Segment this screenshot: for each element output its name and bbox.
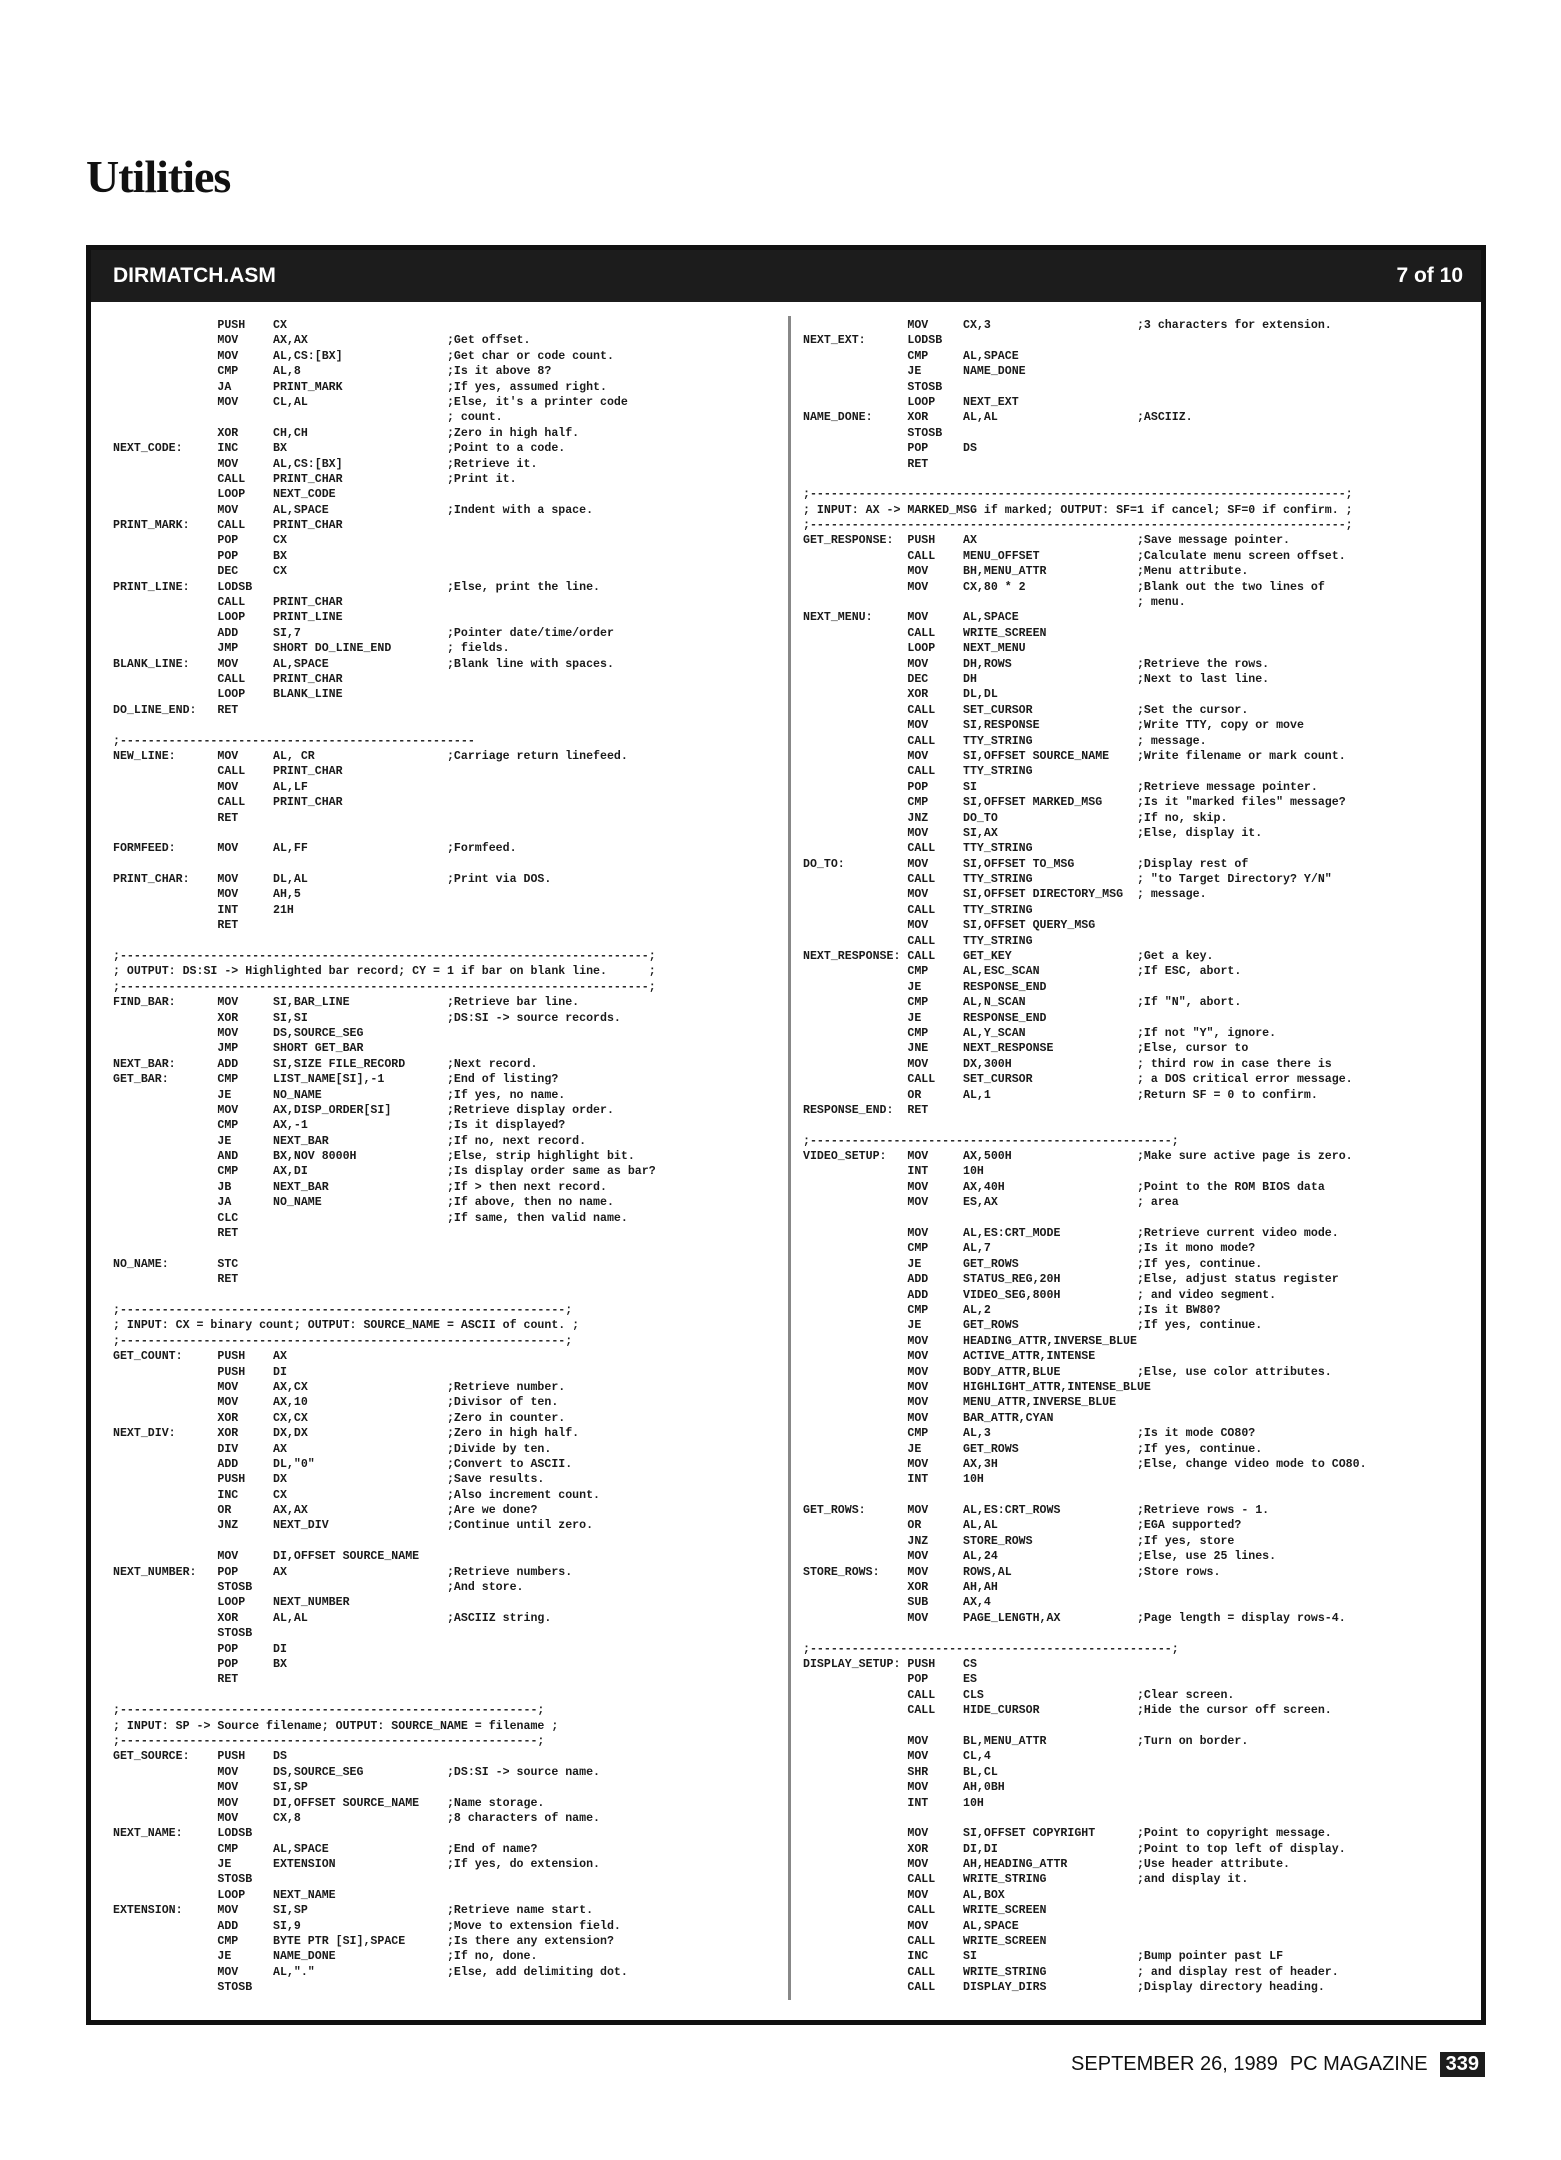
code-line: MOV BH,MENU_ATTR ;Menu attribute. <box>803 565 1249 579</box>
code-line <box>113 1688 818 1703</box>
code-line: CALL SET_CURSOR ; a DOS critical error message. <box>803 1073 1353 1087</box>
code-line: STOSB <box>803 426 943 440</box>
code-line: CALL PRINT_CHAR <box>113 672 343 686</box>
code-line: JNE NEXT_RESPONSE ;Else, cursor to <box>803 1042 1249 1056</box>
code-line: PUSH DI <box>113 1365 287 1379</box>
code-line <box>803 1626 1483 1641</box>
code-line: CALL TTY_STRING <box>803 903 1033 917</box>
code-line: NEXT_NAME: LODSB <box>113 1827 253 1841</box>
code-line: DO_TO: MOV SI,OFFSET TO_MSG ;Display rest of <box>803 857 1249 871</box>
code-line: XOR SI,SI ;DS:SI -> source records. <box>113 1011 621 1025</box>
code-line: MOV AX,10 ;Divisor of ten. <box>113 1396 559 1410</box>
code-line: CMP AL,8 ;Is it above 8? <box>113 365 552 379</box>
code-line: CALL PRINT_CHAR ;Print it. <box>113 472 517 486</box>
code-line: CMP AL,SPACE <box>803 349 1019 363</box>
code-line: MOV AX,DISP_ORDER[SI] ;Retrieve display order. <box>113 1103 614 1117</box>
code-line: POP DS <box>803 442 977 456</box>
code-line: RESPONSE_END: RET <box>803 1103 929 1117</box>
code-line: MOV PAGE_LENGTH,AX ;Page length = display rows-4. <box>803 1611 1346 1625</box>
code-line <box>113 1241 818 1256</box>
code-line: MOV DI,OFFSET SOURCE_NAME ;Name storage. <box>113 1796 545 1810</box>
code-line: SUB AX,4 <box>803 1596 991 1610</box>
code-line: MOV AL,SPACE ;Indent with a space. <box>113 503 594 517</box>
code-line: ;----------------------------------------------------------------------------; <box>113 950 656 964</box>
code-line: MOV CX,8 ;8 characters of name. <box>113 1811 601 1825</box>
code-line: MOV HEADING_ATTR,INVERSE_BLUE <box>803 1334 1137 1348</box>
code-line: NEXT_MENU: MOV AL,SPACE <box>803 611 1019 625</box>
code-line: JE NEXT_BAR ;If no, next record. <box>113 1134 587 1148</box>
code-line: CALL WRITE_STRING ; and display rest of header. <box>803 1965 1339 1979</box>
code-line: MOV SI,RESPONSE ;Write TTY, copy or move <box>803 719 1304 733</box>
code-line: MOV AL,24 ;Else, use 25 lines. <box>803 1550 1277 1564</box>
code-line: ;----------------------------------------------------------------; <box>113 1304 573 1317</box>
code-line: RET <box>803 457 929 471</box>
code-line: JB NEXT_BAR ;If > then next record. <box>113 1180 607 1194</box>
code-line: NEXT_NUMBER: POP AX ;Retrieve numbers. <box>113 1565 573 1579</box>
code-line: MOV BL,MENU_ATTR ;Turn on border. <box>803 1734 1249 1748</box>
code-line: CALL TTY_STRING <box>803 765 1033 779</box>
code-line: STORE_ROWS: MOV ROWS,AL ;Store rows. <box>803 1565 1221 1579</box>
code-line: JE GET_ROWS ;If yes, continue. <box>803 1257 1263 1271</box>
code-line: STOSB <box>113 1981 253 1995</box>
code-line: CALL PRINT_CHAR <box>113 596 343 610</box>
code-line: LOOP NEXT_NAME <box>113 1888 336 1902</box>
code-line: JA PRINT_MARK ;If yes, assumed right. <box>113 380 607 394</box>
code-line: MOV SI,AX ;Else, display it. <box>803 826 1263 840</box>
code-line <box>113 857 818 872</box>
code-line: JMP SHORT GET_BAR <box>113 1042 364 1056</box>
code-line: CMP AL,3 ;Is it mode CO80? <box>803 1427 1256 1441</box>
code-line <box>803 1211 1483 1226</box>
code-line: PRINT_MARK: CALL PRINT_CHAR <box>113 519 343 533</box>
code-line: PUSH CX <box>113 319 287 332</box>
code-line: POP SI ;Retrieve message pointer. <box>803 780 1318 794</box>
code-line: JE GET_ROWS ;If yes, continue. <box>803 1319 1263 1333</box>
code-line: ;----------------------------------------------------------------; <box>113 1334 573 1348</box>
code-line: DEC CX <box>113 565 287 579</box>
code-line: NEXT_EXT: LODSB <box>803 334 943 348</box>
code-line: CALL WRITE_SCREEN <box>803 626 1047 640</box>
code-line: STOSB <box>803 380 943 394</box>
code-line: CALL PRINT_CHAR <box>113 765 343 779</box>
code-line: MOV CL,4 <box>803 1750 991 1764</box>
code-column-right <box>803 318 1483 1996</box>
code-line <box>113 826 818 841</box>
code-line: STOSB <box>113 1873 253 1887</box>
code-line: INT 10H <box>803 1796 984 1810</box>
code-column-left <box>113 318 818 1996</box>
code-line: GET_COUNT: PUSH AX <box>113 1350 287 1364</box>
code-line: LOOP NEXT_CODE <box>113 488 336 502</box>
code-line: XOR DI,DI ;Point to top left of display. <box>803 1842 1346 1856</box>
code-line: PRINT_LINE: LODSB ;Else, print the line. <box>113 580 601 594</box>
code-line: CALL TTY_STRING ; message. <box>803 734 1207 748</box>
code-listing-box <box>86 245 1486 2025</box>
code-line: POP BX <box>113 1657 287 1671</box>
code-line: GET_BAR: CMP LIST_NAME[SI],-1 ;End of listing? <box>113 1073 559 1087</box>
code-line: MOV DH,ROWS ;Retrieve the rows. <box>803 657 1270 671</box>
code-line: CALL TTY_STRING ; "to Target Directory? Y/N" <box>803 873 1332 887</box>
code-line: CMP SI,OFFSET MARKED_MSG ;Is it "marked files" message? <box>803 796 1346 810</box>
code-line: POP CX <box>113 534 287 548</box>
code-line: JE GET_ROWS ;If yes, continue. <box>803 1442 1263 1456</box>
code-line: MOV ACTIVE_ATTR,INTENSE <box>803 1350 1096 1364</box>
code-line: POP BX <box>113 549 287 563</box>
code-line: MOV AL,BOX <box>803 1888 1005 1902</box>
code-line: MOV AX,40H ;Point to the ROM BIOS data <box>803 1180 1325 1194</box>
code-line: LOOP NEXT_NUMBER <box>113 1596 350 1610</box>
code-line: MOV AH,HEADING_ATTR ;Use header attribute. <box>803 1858 1291 1872</box>
code-line: MOV HIGHLIGHT_ATTR,INTENSE_BLUE <box>803 1380 1151 1394</box>
code-line: JNZ NEXT_DIV ;Continue until zero. <box>113 1519 594 1533</box>
code-line: XOR DL,DL <box>803 688 998 702</box>
code-line: BLANK_LINE: MOV AL,SPACE ;Blank line with spaces. <box>113 657 614 671</box>
code-line: INT 10H <box>803 1473 984 1487</box>
code-line: CALL TTY_STRING <box>803 842 1033 856</box>
page-footer <box>1071 2052 1485 2077</box>
code-line: ADD SI,9 ;Move to extension field. <box>113 1919 621 1933</box>
code-line: JE RESPONSE_END <box>803 980 1047 994</box>
code-line: ; menu. <box>803 596 1186 610</box>
code-line: ; INPUT: SP -> Source filename; OUTPUT: SOURCE_NAME = filename ; <box>113 1719 559 1733</box>
code-line: CMP AL,N_SCAN ;If "N", abort. <box>803 996 1242 1010</box>
code-line: ;----------------------------------------------------; <box>803 1134 1179 1148</box>
footer-publication: PC MAGAZINE <box>1289 2053 1428 2075</box>
code-line: ; INPUT: AX -> MARKED_MSG if marked; OUTPUT: SF=1 if cancel; SF=0 if confirm. ; <box>803 503 1353 517</box>
code-line: CALL SET_CURSOR ;Set the cursor. <box>803 703 1249 717</box>
code-line: DO_LINE_END: RET <box>113 703 239 717</box>
code-line: XOR AH,AH <box>803 1581 998 1595</box>
code-line: MOV AL,CS:[BX] ;Get char or code count. <box>113 349 614 363</box>
code-line: RET <box>113 1273 239 1287</box>
code-line: MOV AL,CS:[BX] ;Retrieve it. <box>113 457 538 471</box>
code-line: LOOP BLANK_LINE <box>113 688 343 702</box>
footer-date: SEPTEMBER 26, 1989 <box>1071 2053 1278 2075</box>
code-line: FIND_BAR: MOV SI,BAR_LINE ;Retrieve bar line. <box>113 996 580 1010</box>
code-line: AND BX,NOV 8000H ;Else, strip highlight bit. <box>113 1150 635 1164</box>
code-line: MOV AL,LF <box>113 780 308 794</box>
code-line: ADD SI,7 ;Pointer date/time/order <box>113 626 614 640</box>
code-line: RET <box>113 811 239 825</box>
code-line: FORMFEED: MOV AL,FF ;Formfeed. <box>113 842 517 856</box>
code-line: ; INPUT: CX = binary count; OUTPUT: SOURCE_NAME = ASCII of count. ; <box>113 1319 580 1333</box>
code-line: MOV SI,OFFSET DIRECTORY_MSG ; message. <box>803 888 1207 902</box>
code-line: JE NAME_DONE ;If no, done. <box>113 1950 538 1964</box>
code-line: CMP AL,SPACE ;End of name? <box>113 1842 538 1856</box>
code-line: MOV MENU_ATTR,INVERSE_BLUE <box>803 1396 1117 1410</box>
code-line: ;------------------------------------------------------------; <box>113 1734 545 1748</box>
code-line: JNZ DO_TO ;If no, skip. <box>803 811 1228 825</box>
code-line: ;----------------------------------------------------; <box>803 1642 1179 1656</box>
code-line: POP ES <box>803 1673 977 1687</box>
section-title: Utilities <box>86 151 231 202</box>
code-line: RET <box>113 1227 239 1241</box>
code-line: CMP AX,DI ;Is display order same as bar? <box>113 1165 656 1179</box>
code-line: ; OUTPUT: DS:SI -> Highlighted bar record; CY = 1 if bar on blank line. ; <box>113 965 656 979</box>
code-line: MOV SI,OFFSET SOURCE_NAME ;Write filename or mark count. <box>803 749 1346 763</box>
code-line: CALL HIDE_CURSOR ;Hide the cursor off screen. <box>803 1704 1332 1718</box>
code-line <box>803 472 1483 487</box>
code-line: JNZ STORE_ROWS ;If yes, store <box>803 1534 1235 1548</box>
code-line: NEXT_RESPONSE: CALL GET_KEY ;Get a key. <box>803 950 1214 964</box>
listing-header <box>91 250 1481 302</box>
code-line: CALL CLS ;Clear screen. <box>803 1688 1235 1702</box>
code-line: MOV SI,OFFSET QUERY_MSG <box>803 919 1096 933</box>
code-line: ADD DL,"0" ;Convert to ASCII. <box>113 1457 573 1471</box>
code-line: EXTENSION: MOV SI,SP ;Retrieve name start. <box>113 1904 594 1918</box>
code-line: CMP BYTE PTR [SI],SPACE ;Is there any extension? <box>113 1935 614 1949</box>
code-line: ;-----------------------------------------------------------------------------; <box>803 488 1353 502</box>
code-line: MOV AH,0BH <box>803 1781 1005 1795</box>
code-line: PUSH DX ;Save results. <box>113 1473 545 1487</box>
code-line: OR AL,1 ;Return SF = 0 to confirm. <box>803 1088 1318 1102</box>
code-line: JMP SHORT DO_LINE_END ; fields. <box>113 642 510 656</box>
code-line: ;--------------------------------------------------- <box>113 734 475 748</box>
code-line: STOSB <box>113 1627 253 1641</box>
code-line: MOV ES,AX ; area <box>803 1196 1179 1210</box>
code-line: INT 21H <box>113 903 294 917</box>
code-line: PRINT_CHAR: MOV DL,AL ;Print via DOS. <box>113 873 552 887</box>
code-line: MOV AL,"." ;Else, add delimiting dot. <box>113 1965 628 1979</box>
code-line: MOV AX,3H ;Else, change video mode to CO80. <box>803 1457 1367 1471</box>
code-line: JE RESPONSE_END <box>803 1011 1047 1025</box>
code-line: MOV SI,OFFSET COPYRIGHT ;Point to copyright message. <box>803 1827 1332 1841</box>
code-line: LOOP PRINT_LINE <box>113 611 343 625</box>
code-line: GET_RESPONSE: PUSH AX ;Save message pointer. <box>803 534 1291 548</box>
code-line: DISPLAY_SETUP: PUSH CS <box>803 1657 977 1671</box>
code-line: MOV AL,SPACE <box>803 1919 1019 1933</box>
code-line: NAME_DONE: XOR AL,AL ;ASCIIZ. <box>803 411 1193 425</box>
code-line: NEXT_CODE: INC BX ;Point to a code. <box>113 442 566 456</box>
column-divider <box>788 316 791 2000</box>
code-line: MOV CX,80 * 2 ;Blank out the two lines of <box>803 580 1325 594</box>
code-line: VIDEO_SETUP: MOV AX,500H ;Make sure active page is zero. <box>803 1150 1353 1164</box>
code-line: OR AL,AL ;EGA supported? <box>803 1519 1242 1533</box>
code-line: NEW_LINE: MOV AL, CR ;Carriage return linefeed. <box>113 749 628 763</box>
code-line: MOV BAR_ATTR,CYAN <box>803 1411 1054 1425</box>
code-line: ADD VIDEO_SEG,800H ; and video segment. <box>803 1288 1277 1302</box>
code-line <box>113 934 818 949</box>
code-line: XOR CH,CH ;Zero in high half. <box>113 426 580 440</box>
code-line: NO_NAME: STC <box>113 1257 239 1271</box>
code-line: XOR CX,CX ;Zero in counter. <box>113 1411 566 1425</box>
code-line: CALL WRITE_SCREEN <box>803 1935 1047 1949</box>
code-line <box>113 718 818 733</box>
code-line: CALL WRITE_STRING ;and display it. <box>803 1873 1249 1887</box>
code-line: ; count. <box>113 411 503 425</box>
code-line: CMP AX,-1 ;Is it displayed? <box>113 1119 566 1133</box>
code-line <box>803 1811 1483 1826</box>
code-line: ;----------------------------------------------------------------------------; <box>113 980 656 994</box>
code-line: MOV AL,ES:CRT_MODE ;Retrieve current video mode. <box>803 1227 1339 1241</box>
code-line: LOOP NEXT_EXT <box>803 395 1019 409</box>
code-line: CMP AL,7 ;Is it mono mode? <box>803 1242 1256 1256</box>
code-line: MOV SI,SP <box>113 1781 308 1795</box>
code-line: LOOP NEXT_MENU <box>803 642 1026 656</box>
code-line: MOV DS,SOURCE_SEG ;DS:SI -> source name. <box>113 1765 601 1779</box>
code-line: JE NO_NAME ;If yes, no name. <box>113 1088 566 1102</box>
code-line: OR AX,AX ;Are we done? <box>113 1504 538 1518</box>
code-line: JE EXTENSION ;If yes, do extension. <box>113 1858 601 1872</box>
code-line <box>113 1534 818 1549</box>
code-line: MOV DX,300H ; third row in case there is <box>803 1057 1332 1071</box>
code-line: MOV CX,3 ;3 characters for extension. <box>803 319 1332 332</box>
code-line: CMP AL,Y_SCAN ;If not "Y", ignore. <box>803 1026 1277 1040</box>
code-line: INC SI ;Bump pointer past LF <box>803 1950 1284 1964</box>
code-line: CALL DISPLAY_DIRS ;Display directory heading. <box>803 1981 1325 1995</box>
code-line: DIV AX ;Divide by ten. <box>113 1442 552 1456</box>
code-line: NEXT_DIV: XOR DX,DX ;Zero in high half. <box>113 1427 580 1441</box>
code-line: RET <box>113 1673 239 1687</box>
code-line: MOV DI,OFFSET SOURCE_NAME <box>113 1550 420 1564</box>
code-line: MOV AX,CX ;Retrieve number. <box>113 1380 566 1394</box>
code-line: MOV DS,SOURCE_SEG <box>113 1026 364 1040</box>
code-line <box>803 1719 1483 1734</box>
code-line: MOV CL,AL ;Else, it's a printer code <box>113 395 628 409</box>
code-line: ;-----------------------------------------------------------------------------; <box>803 519 1353 533</box>
code-line: MOV AX,AX ;Get offset. <box>113 334 531 348</box>
code-line: INT 10H <box>803 1165 984 1179</box>
code-line: JA NO_NAME ;If above, then no name. <box>113 1196 614 1210</box>
code-line: CLC ;If same, then valid name. <box>113 1211 628 1225</box>
listing-body <box>91 302 1481 2020</box>
code-line: SHR BL,CL <box>803 1765 998 1779</box>
code-line <box>803 1118 1483 1133</box>
listing-page-indicator: 7 of 10 <box>1396 264 1463 287</box>
code-line: CMP AL,ESC_SCAN ;If ESC, abort. <box>803 965 1242 979</box>
code-line: RET <box>113 919 239 933</box>
code-line <box>113 1288 818 1303</box>
code-line: POP DI <box>113 1642 287 1656</box>
code-line <box>803 1488 1483 1503</box>
listing-filename: DIRMATCH.ASM <box>113 264 276 287</box>
code-line: CALL TTY_STRING <box>803 934 1033 948</box>
code-line: NEXT_BAR: ADD SI,SIZE FILE_RECORD ;Next record. <box>113 1057 538 1071</box>
code-line: JE NAME_DONE <box>803 365 1026 379</box>
code-line: DEC DH ;Next to last line. <box>803 672 1270 686</box>
code-line: CALL PRINT_CHAR <box>113 796 343 810</box>
code-line: GET_SOURCE: PUSH DS <box>113 1750 287 1764</box>
code-line: MOV BODY_ATTR,BLUE ;Else, use color attributes. <box>803 1365 1332 1379</box>
code-line: INC CX ;Also increment count. <box>113 1488 601 1502</box>
code-line: GET_ROWS: MOV AL,ES:CRT_ROWS ;Retrieve rows - 1. <box>803 1504 1270 1518</box>
code-line: CALL WRITE_SCREEN <box>803 1904 1047 1918</box>
code-line: MOV AH,5 <box>113 888 301 902</box>
code-line: ADD STATUS_REG,20H ;Else, adjust status register <box>803 1273 1339 1287</box>
code-line: CMP AL,2 ;Is it BW80? <box>803 1304 1221 1317</box>
code-line: STOSB ;And store. <box>113 1581 524 1595</box>
code-line: CALL MENU_OFFSET ;Calculate menu screen offset. <box>803 549 1346 563</box>
page-number: 339 <box>1440 2052 1485 2077</box>
code-line: XOR AL,AL ;ASCIIZ string. <box>113 1611 552 1625</box>
code-line: ;------------------------------------------------------------; <box>113 1704 545 1718</box>
